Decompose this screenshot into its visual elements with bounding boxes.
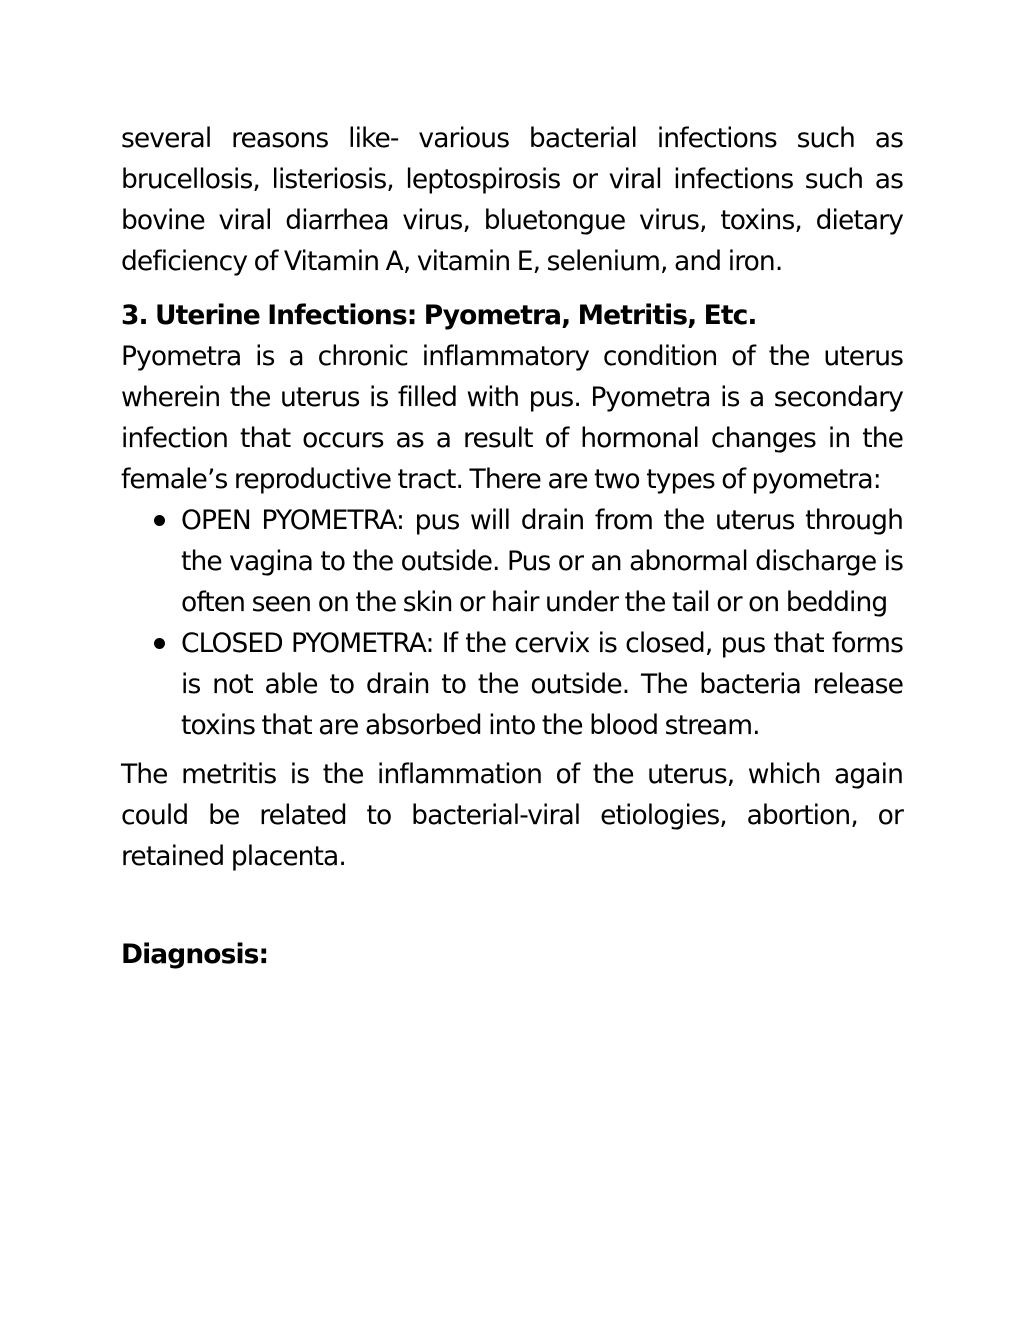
pyometra-paragraph: Pyometra is a chronic inflammatory condition of the uterus wherein the uterus is filled with pus. Pyometra is a secondary infection that occurs as a result of hormonal changes in the female’s reproductive tract. There are two types of pyometra: <box>121 341 903 495</box>
bullet-icon <box>154 638 165 649</box>
list-item-text: OPEN PYOMETRA: pus will drain from the uterus through the vagina to the outside. Pus or an abnormal discharge is often seen on the skin or hair under the tail or on bedding <box>181 505 903 618</box>
bullet-icon <box>154 515 165 526</box>
pyometra-types-list <box>121 500 903 746</box>
section-heading: 3. Uterine Infections: Pyometra, Metritis, Etc. <box>121 300 757 331</box>
list-item <box>121 500 903 623</box>
diagnosis-heading: Diagnosis: <box>121 939 269 970</box>
document-page <box>121 118 903 975</box>
intro-paragraph: several reasons like- various bacterial infections such as brucellosis, listeriosis, leptospirosis or viral infections such as bovine viral diarrhea virus, bluetongue virus, toxins, dietary deficiency of Vitamin A, vitamin E, selenium, and iron. <box>121 123 903 277</box>
list-item-text: CLOSED PYOMETRA: If the cervix is closed, pus that forms is not able to drain to the outside. The bacteria release toxins that are absorbed into the blood stream. <box>181 628 903 741</box>
metritis-paragraph: The metritis is the inflammation of the uterus, which again could be related to bacterial-viral etiologies, abortion, or retained placenta. <box>121 759 903 872</box>
list-item <box>121 623 903 746</box>
